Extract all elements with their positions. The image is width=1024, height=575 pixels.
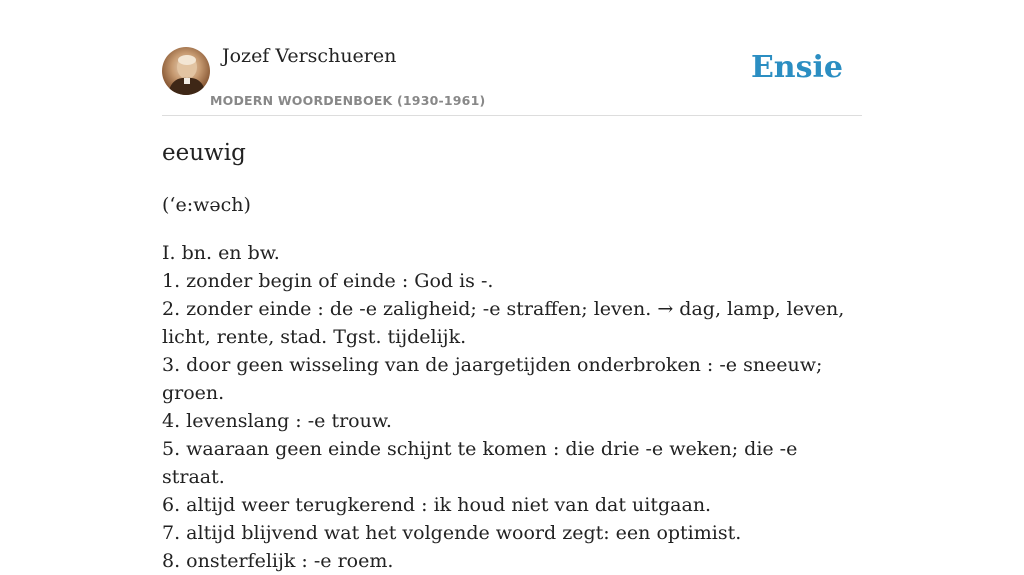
definition-list [162, 239, 862, 575]
definition-line: 8. onsterfelijk : -e roem. [162, 550, 394, 572]
definition-line: 4. levenslang : -e trouw. [162, 410, 392, 432]
entry-headword: eeuwig [162, 140, 246, 166]
source-title[interactable]: MODERN WOORDENBOEK (1930-1961) [210, 93, 486, 108]
definition-line: 1. zonder begin of einde : God is -. [162, 270, 494, 292]
brand-logo[interactable]: Ensie [750, 50, 843, 85]
definition-line: 3. door geen wisseling van de jaargetijden onderbroken : -e sneeuw; groen. [162, 354, 823, 404]
definition-line: 6. altijd weer terugkerend : ik houd niet van dat uitgaan. [162, 494, 712, 516]
entry-card [162, 0, 862, 572]
definition-line: 2. zonder einde : de -e zaligheid; -e straffen; leven. → dag, lamp, leven, licht, rente, stad. Tgst. tijdelijk. [162, 298, 845, 348]
author-portrait-icon [162, 47, 210, 95]
author-avatar[interactable] [162, 47, 210, 95]
page-header [162, 0, 862, 116]
definition-line: 7. altijd blijvend wat het volgende woord zegt: een optimist. [162, 522, 742, 544]
author-name[interactable]: Jozef Verschueren [222, 45, 397, 67]
definition-line: I. bn. en bw. [162, 242, 280, 264]
definition-line: 5. waaraan geen einde schijnt te komen : die drie -e weken; die -e straat. [162, 438, 798, 488]
entry-pronunciation: (‘e:wəch) [162, 194, 251, 216]
